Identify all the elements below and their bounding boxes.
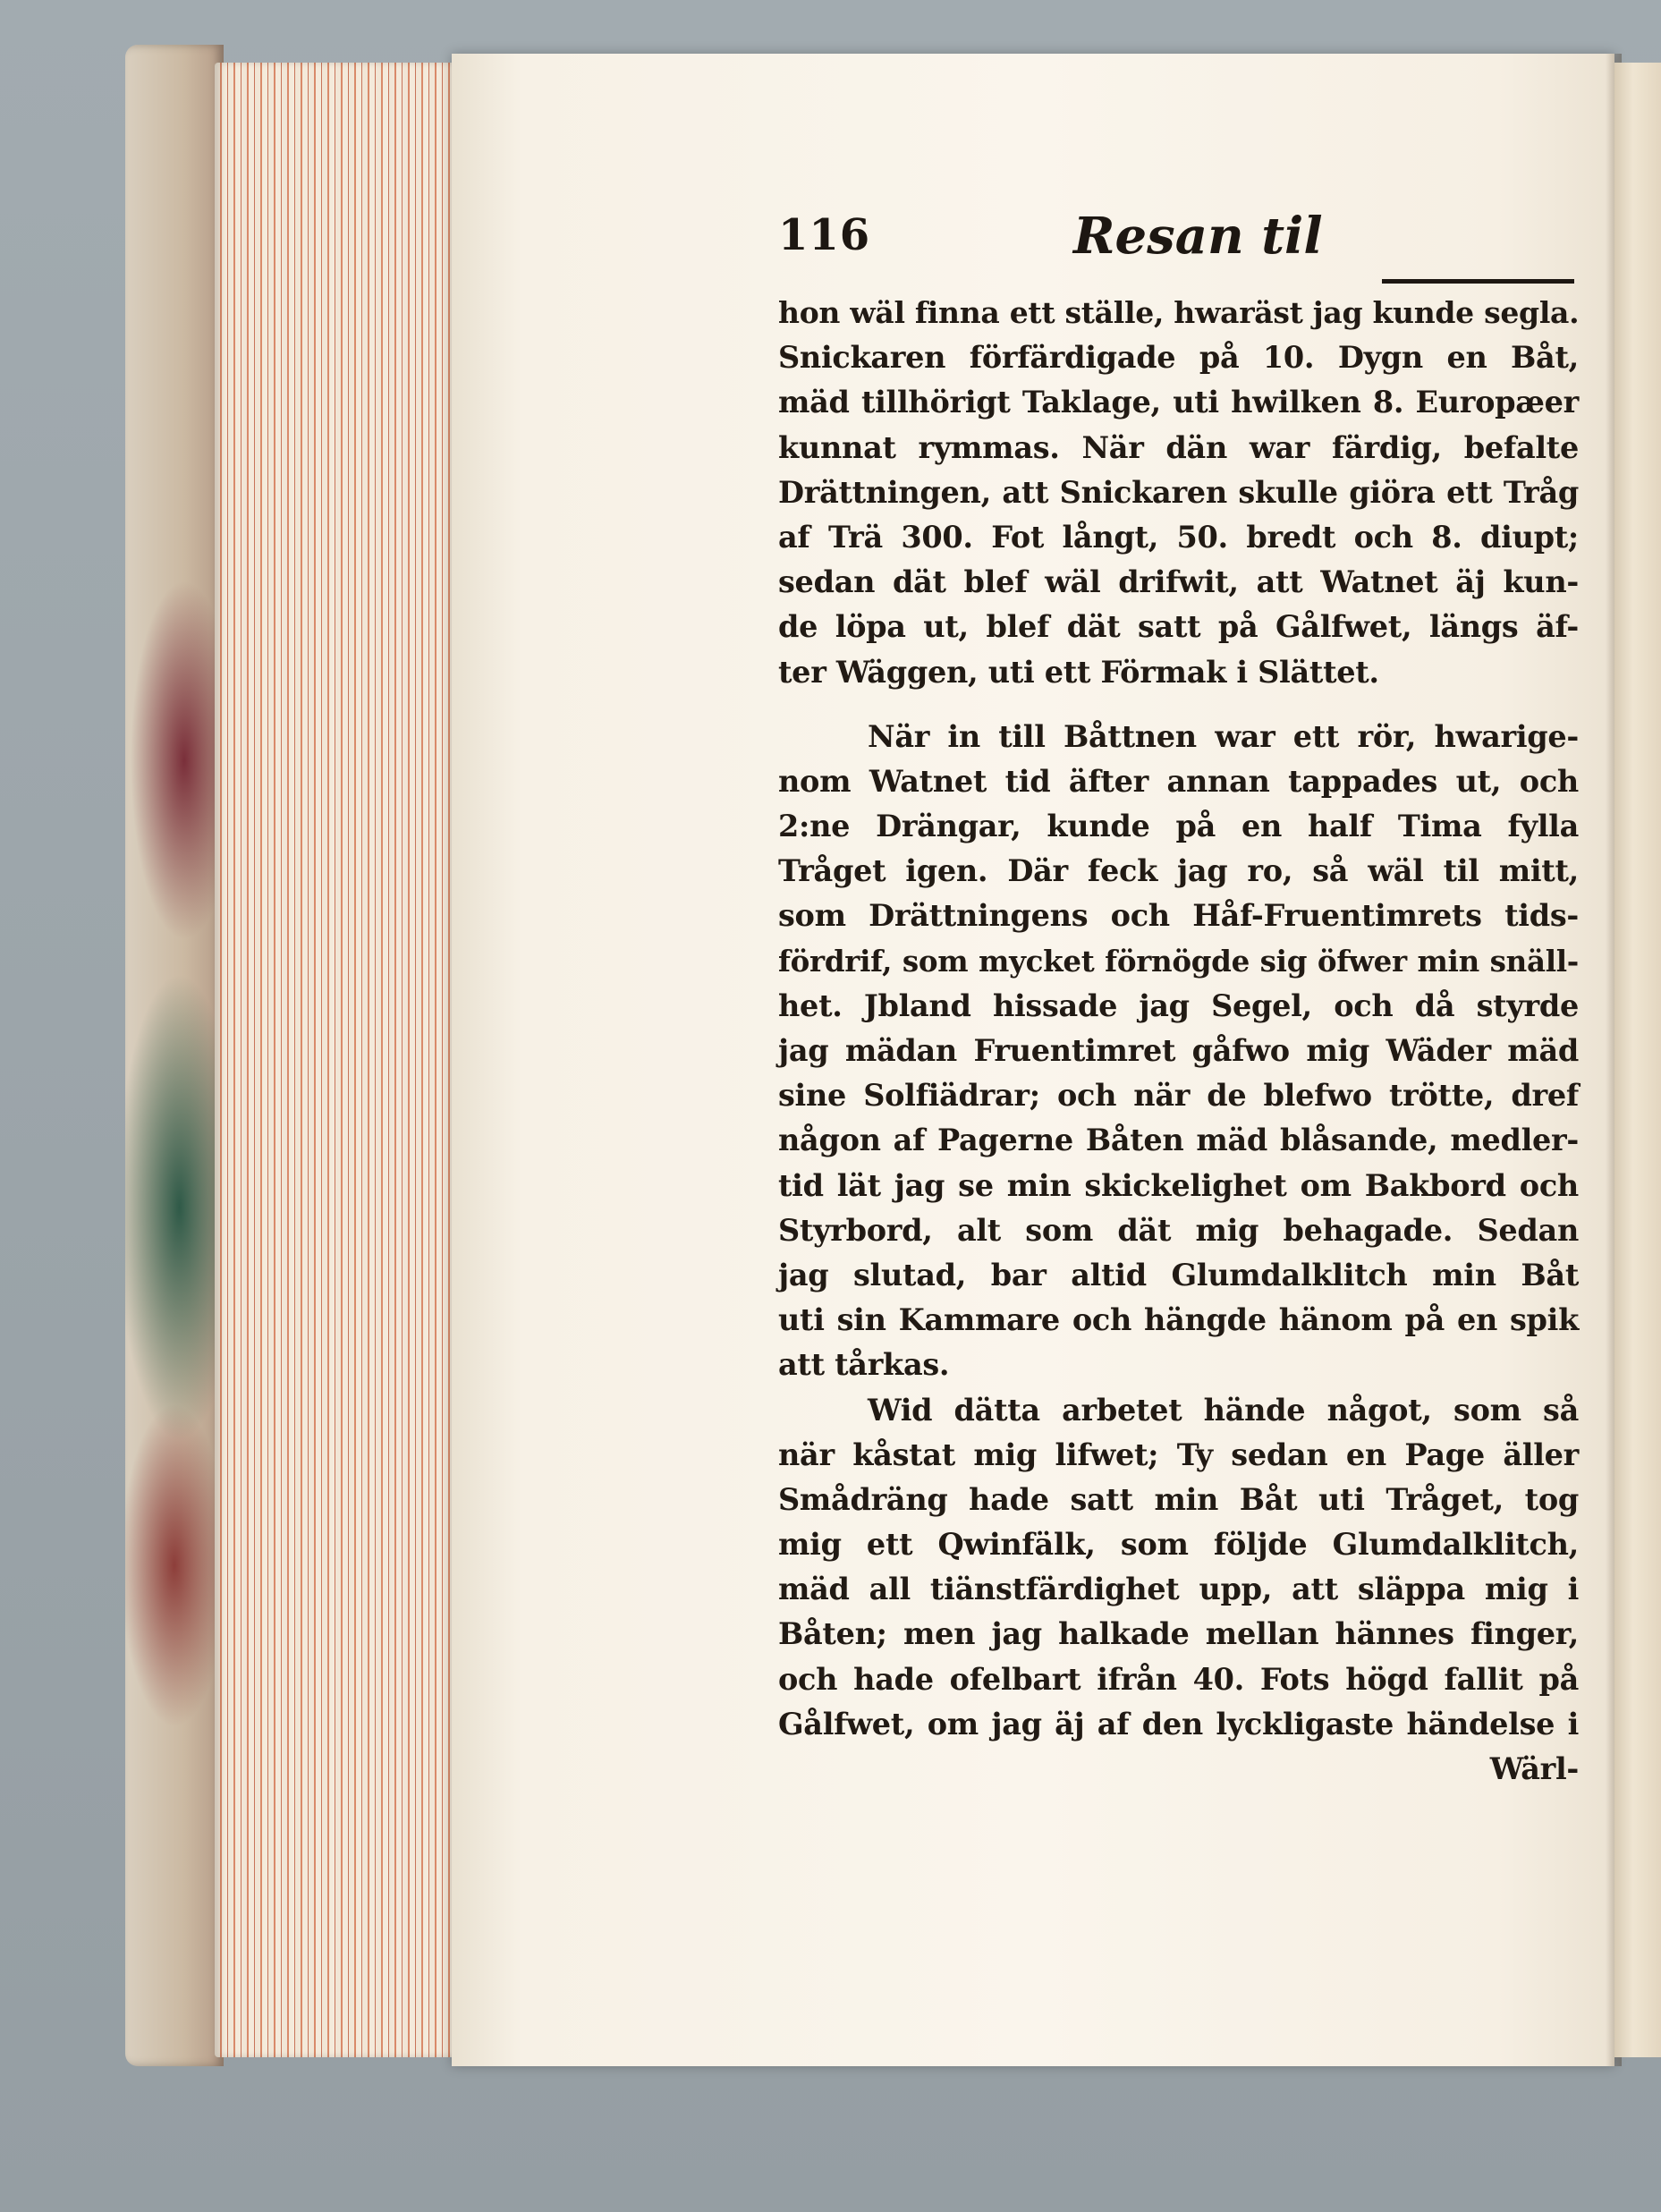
text-line: som Drättningens och Håf-Fruentimrets tids- xyxy=(778,898,1579,934)
text-line: fördrif, som mycket förnögde sig öfwer min snäll- xyxy=(778,943,1579,979)
text-line: het. Jbland hissade jag Segel, och då styrde xyxy=(778,987,1579,1023)
paragraph-2 xyxy=(778,715,1579,1388)
text-line: Styrbord, alt som dät mig behagade. Sedan xyxy=(778,1212,1579,1248)
text-line: Tråget igen. Där feck jag ro, så wäl til mitt, xyxy=(778,853,1579,889)
text-line: jag slutad, bar altid Glumdalklitch min Båt xyxy=(778,1257,1579,1292)
text-line: Drättningen, att Snickaren skulle giöra ett Tråg xyxy=(778,474,1579,510)
text-line: de löpa ut, blef dät satt på Gålfwet, längs äf- xyxy=(778,609,1579,645)
text-line: mig ett Qwinfälk, som följde Glumdalklitch, xyxy=(778,1527,1579,1563)
page-edges xyxy=(215,63,465,2057)
text-line: När in till Båttnen war ett rör, hwarige- xyxy=(868,718,1579,754)
facing-page-edge xyxy=(1614,63,1661,2057)
text-line: när kåstat mig lifwet; Ty sedan en Page äller xyxy=(778,1437,1579,1472)
text-line: Wid dätta arbetet hände något, som så xyxy=(868,1392,1579,1428)
text-line: 2:ne Drängar, kunde på en half Tima fylla xyxy=(778,809,1579,844)
text-line: Snickaren förfärdigade på 10. Dygn en Båt, xyxy=(778,340,1579,376)
text-line: och hade ofelbart ifrån 40. Fots högd fallit på xyxy=(778,1661,1579,1697)
text-line: mäd tillhörigt Taklage, uti hwilken 8. Europæer xyxy=(778,385,1579,420)
text-line: hon wäl finna ett ställe, hwaräst jag kunde segla. xyxy=(778,295,1580,330)
text-line: Smådräng hade satt min Båt uti Tråget, tog xyxy=(778,1481,1579,1517)
text-line: sine Solfiädrar; och när de blefwo trötte, dref xyxy=(778,1078,1579,1114)
text-line: sedan dät blef wäl drifwit, att Watnet äj kun- xyxy=(778,564,1579,600)
text-line: att tårkas. xyxy=(778,1347,950,1383)
text-line: uti sin Kammare och hängde hänom på en spik xyxy=(778,1302,1579,1338)
header-rule xyxy=(1382,279,1574,284)
text-line: mäd all tiänstfärdighet upp, att släppa mig i xyxy=(778,1572,1579,1607)
text-line: Gålfwet, om jag äj af den lyckligaste händelse i xyxy=(778,1706,1579,1742)
text-line: ter Wäggen, uti ett Förmak i Slättet. xyxy=(778,654,1379,690)
book-cover xyxy=(125,45,224,2066)
text-line: af Trä 300. Fot långt, 50. bredt och 8. diupt; xyxy=(778,519,1579,555)
running-head: Resan til xyxy=(1073,207,1323,266)
text-line: någon af Pagerne Båten mäd blåsande, medler- xyxy=(778,1123,1579,1158)
paragraph-3 xyxy=(778,1388,1579,1748)
text-line: nom Watnet tid äfter annan tappades ut, och xyxy=(778,763,1579,799)
text-line: jag mädan Fruentimret gåfwo mig Wäder mäd xyxy=(778,1033,1579,1068)
page-number: 116 xyxy=(778,210,871,260)
text-line: tid lät jag se min skickelighet om Bakbord och xyxy=(778,1167,1579,1203)
text-line: kunnat rymmas. När dän war färdig, befalte xyxy=(778,429,1579,465)
catchword: Wärl- xyxy=(1489,1751,1579,1786)
body-text xyxy=(778,291,1579,1792)
paragraph-1 xyxy=(778,291,1579,695)
text-line: Båten; men jag halkade mellan hännes finger, xyxy=(778,1616,1579,1652)
paragraph-gap xyxy=(778,695,1579,715)
page-header xyxy=(778,207,1574,273)
